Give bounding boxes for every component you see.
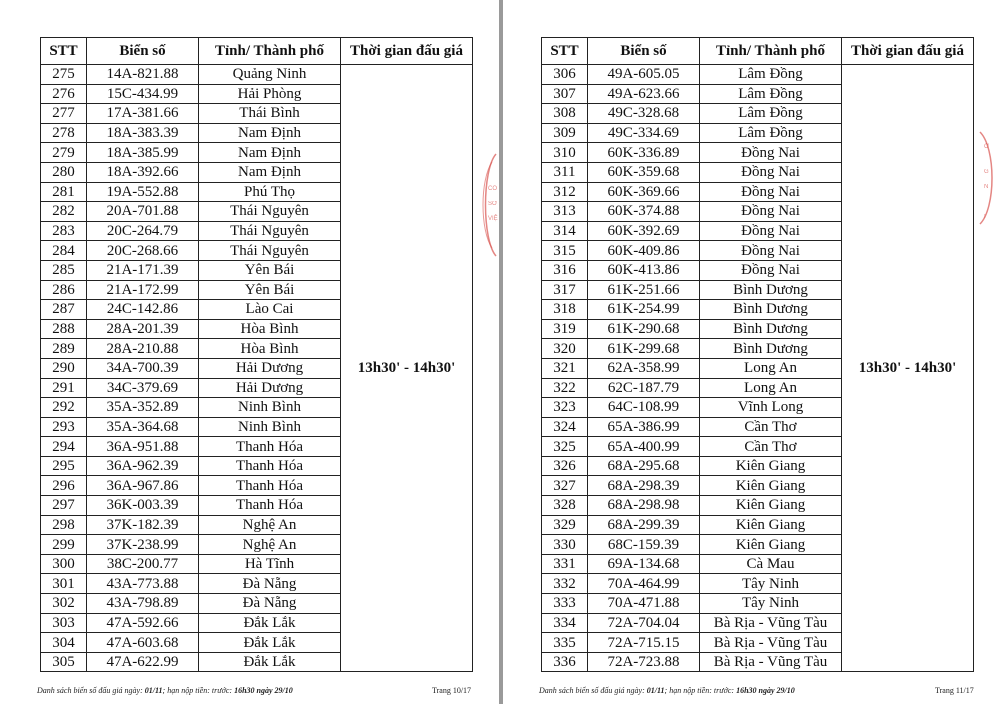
- cell-province: Đắk Lắk: [199, 633, 341, 653]
- cell-plate: 20C-268.66: [87, 241, 199, 261]
- table-header-row: [41, 38, 473, 65]
- table-body: [542, 65, 974, 672]
- cell-province: Bà Rịa - Vũng Tàu: [700, 652, 842, 672]
- cell-stt: 286: [41, 280, 87, 300]
- cell-province: Đắk Lắk: [199, 652, 341, 672]
- svg-text:I: I: [984, 214, 986, 220]
- cell-plate: 70A-464.99: [588, 574, 700, 594]
- svg-text:N: N: [984, 184, 989, 190]
- cell-province: Kiên Giang: [700, 476, 842, 496]
- cell-stt: 324: [542, 417, 588, 437]
- footer-note: Danh sách biển số đấu giá ngày: 01/11; hạn nộp tiền: trước: 16h30 ngày 29/10: [37, 686, 293, 695]
- cell-stt: 288: [41, 319, 87, 339]
- cell-stt: 308: [542, 104, 588, 124]
- cell-plate: 28A-201.39: [87, 319, 199, 339]
- cell-province: Bà Rịa - Vũng Tàu: [700, 633, 842, 653]
- cell-plate: 65A-400.99: [588, 437, 700, 457]
- header-province: Tỉnh/ Thành phố: [700, 38, 842, 65]
- cell-stt: 313: [542, 202, 588, 222]
- cell-plate: 61K-290.68: [588, 319, 700, 339]
- cell-province: Cần Thơ: [700, 417, 842, 437]
- cell-plate: 61K-254.99: [588, 300, 700, 320]
- cell-plate: 47A-622.99: [87, 652, 199, 672]
- cell-stt: 311: [542, 162, 588, 182]
- cell-stt: 331: [542, 554, 588, 574]
- cell-province: Lâm Đồng: [700, 104, 842, 124]
- cell-province: Đà Nẵng: [199, 594, 341, 614]
- cell-stt: 281: [41, 182, 87, 202]
- cell-stt: 310: [542, 143, 588, 163]
- cell-province: Cần Thơ: [700, 437, 842, 457]
- cell-province: Hà Tĩnh: [199, 554, 341, 574]
- cell-stt: 290: [41, 358, 87, 378]
- cell-stt: 334: [542, 613, 588, 633]
- red-stamp-seal: [478, 150, 500, 260]
- cell-stt: 316: [542, 260, 588, 280]
- cell-plate: 24C-142.86: [87, 300, 199, 320]
- cell-plate: 20A-701.88: [87, 202, 199, 222]
- cell-province: Nghệ An: [199, 515, 341, 535]
- cell-stt: 276: [41, 84, 87, 104]
- cell-plate: 47A-603.68: [87, 633, 199, 653]
- plate-table-left: [40, 37, 473, 672]
- cell-plate: 60K-359.68: [588, 162, 700, 182]
- header-province: Tỉnh/ Thành phố: [199, 38, 341, 65]
- cell-province: Nghệ An: [199, 535, 341, 555]
- cell-plate: 62A-358.99: [588, 358, 700, 378]
- cell-stt: 302: [41, 594, 87, 614]
- cell-province: Kiên Giang: [700, 535, 842, 555]
- svg-text:CÔ: CÔ: [488, 186, 497, 192]
- cell-plate: 43A-798.89: [87, 594, 199, 614]
- cell-province: Thái Nguyên: [199, 221, 341, 241]
- header-plate: Biển số: [87, 38, 199, 65]
- cell-stt: 291: [41, 378, 87, 398]
- svg-text:SƠ: SƠ: [488, 201, 498, 207]
- cell-stt: 333: [542, 594, 588, 614]
- cell-plate: 36A-967.86: [87, 476, 199, 496]
- cell-stt: 319: [542, 319, 588, 339]
- cell-plate: 34C-379.69: [87, 378, 199, 398]
- cell-province: Đà Nẵng: [199, 574, 341, 594]
- cell-plate: 35A-352.89: [87, 398, 199, 418]
- cell-stt: 328: [542, 496, 588, 516]
- cell-province: Thanh Hóa: [199, 476, 341, 496]
- header-time: Thời gian đấu giá: [842, 38, 974, 65]
- cell-stt: 289: [41, 339, 87, 359]
- cell-plate: 19A-552.88: [87, 182, 199, 202]
- svg-text:G: G: [984, 169, 989, 175]
- cell-province: Bình Dương: [700, 300, 842, 320]
- cell-stt: 326: [542, 456, 588, 476]
- cell-province: Kiên Giang: [700, 515, 842, 535]
- cell-stt: 309: [542, 123, 588, 143]
- cell-plate: 68A-295.68: [588, 456, 700, 476]
- cell-plate: 35A-364.68: [87, 417, 199, 437]
- cell-province: Hải Phòng: [199, 84, 341, 104]
- cell-province: Bình Dương: [700, 339, 842, 359]
- cell-province: Thanh Hóa: [199, 496, 341, 516]
- cell-stt: 329: [542, 515, 588, 535]
- cell-plate: 60K-392.69: [588, 221, 700, 241]
- cell-time-slot: 13h30' - 14h30': [842, 65, 974, 672]
- cell-province: Phú Thọ: [199, 182, 341, 202]
- cell-province: Tây Ninh: [700, 594, 842, 614]
- cell-stt: 303: [41, 613, 87, 633]
- cell-plate: 18A-392.66: [87, 162, 199, 182]
- cell-province: Hòa Bình: [199, 339, 341, 359]
- cell-plate: 68A-298.39: [588, 476, 700, 496]
- document-page-right: [503, 0, 1000, 704]
- cell-plate: 36A-951.88: [87, 437, 199, 457]
- cell-province: Nam Định: [199, 143, 341, 163]
- cell-province: Long An: [700, 358, 842, 378]
- cell-province: Hải Dương: [199, 358, 341, 378]
- cell-plate: 60K-374.88: [588, 202, 700, 222]
- cell-plate: 65A-386.99: [588, 417, 700, 437]
- cell-plate: 47A-592.66: [87, 613, 199, 633]
- cell-province: Kiên Giang: [700, 456, 842, 476]
- cell-province: Nam Định: [199, 162, 341, 182]
- cell-plate: 60K-369.66: [588, 182, 700, 202]
- cell-stt: 282: [41, 202, 87, 222]
- cell-stt: 293: [41, 417, 87, 437]
- cell-plate: 21A-172.99: [87, 280, 199, 300]
- cell-stt: 277: [41, 104, 87, 124]
- cell-province: Thái Bình: [199, 104, 341, 124]
- cell-plate: 15C-434.99: [87, 84, 199, 104]
- cell-province: Vĩnh Long: [700, 398, 842, 418]
- cell-plate: 49C-334.69: [588, 123, 700, 143]
- cell-province: Tây Ninh: [700, 574, 842, 594]
- cell-province: Yên Bái: [199, 280, 341, 300]
- cell-stt: 306: [542, 65, 588, 85]
- cell-plate: 21A-171.39: [87, 260, 199, 280]
- cell-stt: 294: [41, 437, 87, 457]
- cell-province: Đồng Nai: [700, 260, 842, 280]
- cell-province: Thái Nguyên: [199, 202, 341, 222]
- cell-stt: 315: [542, 241, 588, 261]
- cell-province: Bình Dương: [700, 319, 842, 339]
- page-number: Trang 11/17: [935, 686, 974, 695]
- cell-plate: 69A-134.68: [588, 554, 700, 574]
- cell-stt: 301: [41, 574, 87, 594]
- svg-text:VIỆ: VIỆ: [488, 216, 498, 222]
- cell-plate: 36A-962.39: [87, 456, 199, 476]
- svg-text:Ở: Ở: [984, 144, 990, 150]
- cell-province: Ninh Bình: [199, 398, 341, 418]
- header-stt: STT: [41, 38, 87, 65]
- cell-stt: 322: [542, 378, 588, 398]
- cell-province: Nam Định: [199, 123, 341, 143]
- cell-province: Thanh Hóa: [199, 437, 341, 457]
- cell-plate: 60K-336.89: [588, 143, 700, 163]
- cell-plate: 18A-385.99: [87, 143, 199, 163]
- cell-plate: 20C-264.79: [87, 221, 199, 241]
- cell-stt: 279: [41, 143, 87, 163]
- cell-stt: 300: [41, 554, 87, 574]
- cell-plate: 61K-251.66: [588, 280, 700, 300]
- cell-stt: 275: [41, 65, 87, 85]
- cell-plate: 49C-328.68: [588, 104, 700, 124]
- cell-province: Đồng Nai: [700, 143, 842, 163]
- cell-province: Bà Rịa - Vũng Tàu: [700, 613, 842, 633]
- cell-plate: 72A-723.88: [588, 652, 700, 672]
- cell-stt: 305: [41, 652, 87, 672]
- cell-province: Quảng Ninh: [199, 65, 341, 85]
- cell-province: Long An: [700, 378, 842, 398]
- cell-plate: 64C-108.99: [588, 398, 700, 418]
- table-row: [542, 65, 974, 85]
- cell-stt: 292: [41, 398, 87, 418]
- cell-stt: 320: [542, 339, 588, 359]
- cell-stt: 307: [542, 84, 588, 104]
- cell-province: Lâm Đồng: [700, 65, 842, 85]
- cell-province: Lào Cai: [199, 300, 341, 320]
- page-number: Trang 10/17: [432, 686, 472, 695]
- cell-plate: 18A-383.39: [87, 123, 199, 143]
- cell-province: Hải Dương: [199, 378, 341, 398]
- cell-stt: 304: [41, 633, 87, 653]
- cell-stt: 312: [542, 182, 588, 202]
- cell-province: Yên Bái: [199, 260, 341, 280]
- cell-province: Đồng Nai: [700, 241, 842, 261]
- cell-stt: 327: [542, 476, 588, 496]
- cell-stt: 299: [41, 535, 87, 555]
- cell-plate: 38C-200.77: [87, 554, 199, 574]
- cell-province: Kiên Giang: [700, 496, 842, 516]
- cell-province: Lâm Đồng: [700, 123, 842, 143]
- cell-province: Hòa Bình: [199, 319, 341, 339]
- cell-plate: 37K-238.99: [87, 535, 199, 555]
- cell-plate: 49A-605.05: [588, 65, 700, 85]
- cell-plate: 17A-381.66: [87, 104, 199, 124]
- table-header-row: [542, 38, 974, 65]
- cell-province: Lâm Đồng: [700, 84, 842, 104]
- cell-plate: 14A-821.88: [87, 65, 199, 85]
- cell-plate: 61K-299.68: [588, 339, 700, 359]
- cell-stt: 314: [542, 221, 588, 241]
- header-plate: Biển số: [588, 38, 700, 65]
- cell-stt: 298: [41, 515, 87, 535]
- footer-note: Danh sách biển số đấu giá ngày: 01/11; hạn nộp tiền: trước: 16h30 ngày 29/10: [539, 686, 795, 695]
- cell-province: Ninh Bình: [199, 417, 341, 437]
- cell-stt: 278: [41, 123, 87, 143]
- header-stt: STT: [542, 38, 588, 65]
- cell-plate: 60K-413.86: [588, 260, 700, 280]
- cell-plate: 72A-704.04: [588, 613, 700, 633]
- cell-province: Đồng Nai: [700, 182, 842, 202]
- cell-plate: 49A-623.66: [588, 84, 700, 104]
- cell-stt: 321: [542, 358, 588, 378]
- cell-stt: 330: [542, 535, 588, 555]
- cell-province: Đồng Nai: [700, 202, 842, 222]
- cell-stt: 283: [41, 221, 87, 241]
- cell-stt: 287: [41, 300, 87, 320]
- cell-plate: 43A-773.88: [87, 574, 199, 594]
- cell-province: Thái Nguyên: [199, 241, 341, 261]
- cell-stt: 285: [41, 260, 87, 280]
- cell-plate: 62C-187.79: [588, 378, 700, 398]
- cell-plate: 72A-715.15: [588, 633, 700, 653]
- cell-stt: 284: [41, 241, 87, 261]
- cell-province: Thanh Hóa: [199, 456, 341, 476]
- cell-stt: 318: [542, 300, 588, 320]
- cell-plate: 34A-700.39: [87, 358, 199, 378]
- cell-plate: 60K-409.86: [588, 241, 700, 261]
- cell-plate: 36K-003.39: [87, 496, 199, 516]
- cell-stt: 296: [41, 476, 87, 496]
- cell-plate: 28A-210.88: [87, 339, 199, 359]
- cell-stt: 332: [542, 574, 588, 594]
- plate-table-right: [541, 37, 974, 672]
- cell-stt: 323: [542, 398, 588, 418]
- cell-plate: 68A-299.39: [588, 515, 700, 535]
- table-row: [41, 65, 473, 85]
- cell-stt: 325: [542, 437, 588, 457]
- cell-stt: 295: [41, 456, 87, 476]
- table-body: [41, 65, 473, 672]
- header-time: Thời gian đấu giá: [341, 38, 473, 65]
- cell-time-slot: 13h30' - 14h30': [341, 65, 473, 672]
- cell-stt: 317: [542, 280, 588, 300]
- cell-plate: 37K-182.39: [87, 515, 199, 535]
- cell-province: Đắk Lắk: [199, 613, 341, 633]
- cell-stt: 336: [542, 652, 588, 672]
- cell-province: Cà Mau: [700, 554, 842, 574]
- cell-stt: 335: [542, 633, 588, 653]
- cell-plate: 70A-471.88: [588, 594, 700, 614]
- cell-province: Đồng Nai: [700, 221, 842, 241]
- cell-province: Bình Dương: [700, 280, 842, 300]
- cell-stt: 297: [41, 496, 87, 516]
- cell-stt: 280: [41, 162, 87, 182]
- cell-plate: 68C-159.39: [588, 535, 700, 555]
- cell-province: Đồng Nai: [700, 162, 842, 182]
- red-stamp-seal: [976, 128, 1000, 228]
- cell-plate: 68A-298.98: [588, 496, 700, 516]
- document-page-left: [0, 0, 499, 704]
